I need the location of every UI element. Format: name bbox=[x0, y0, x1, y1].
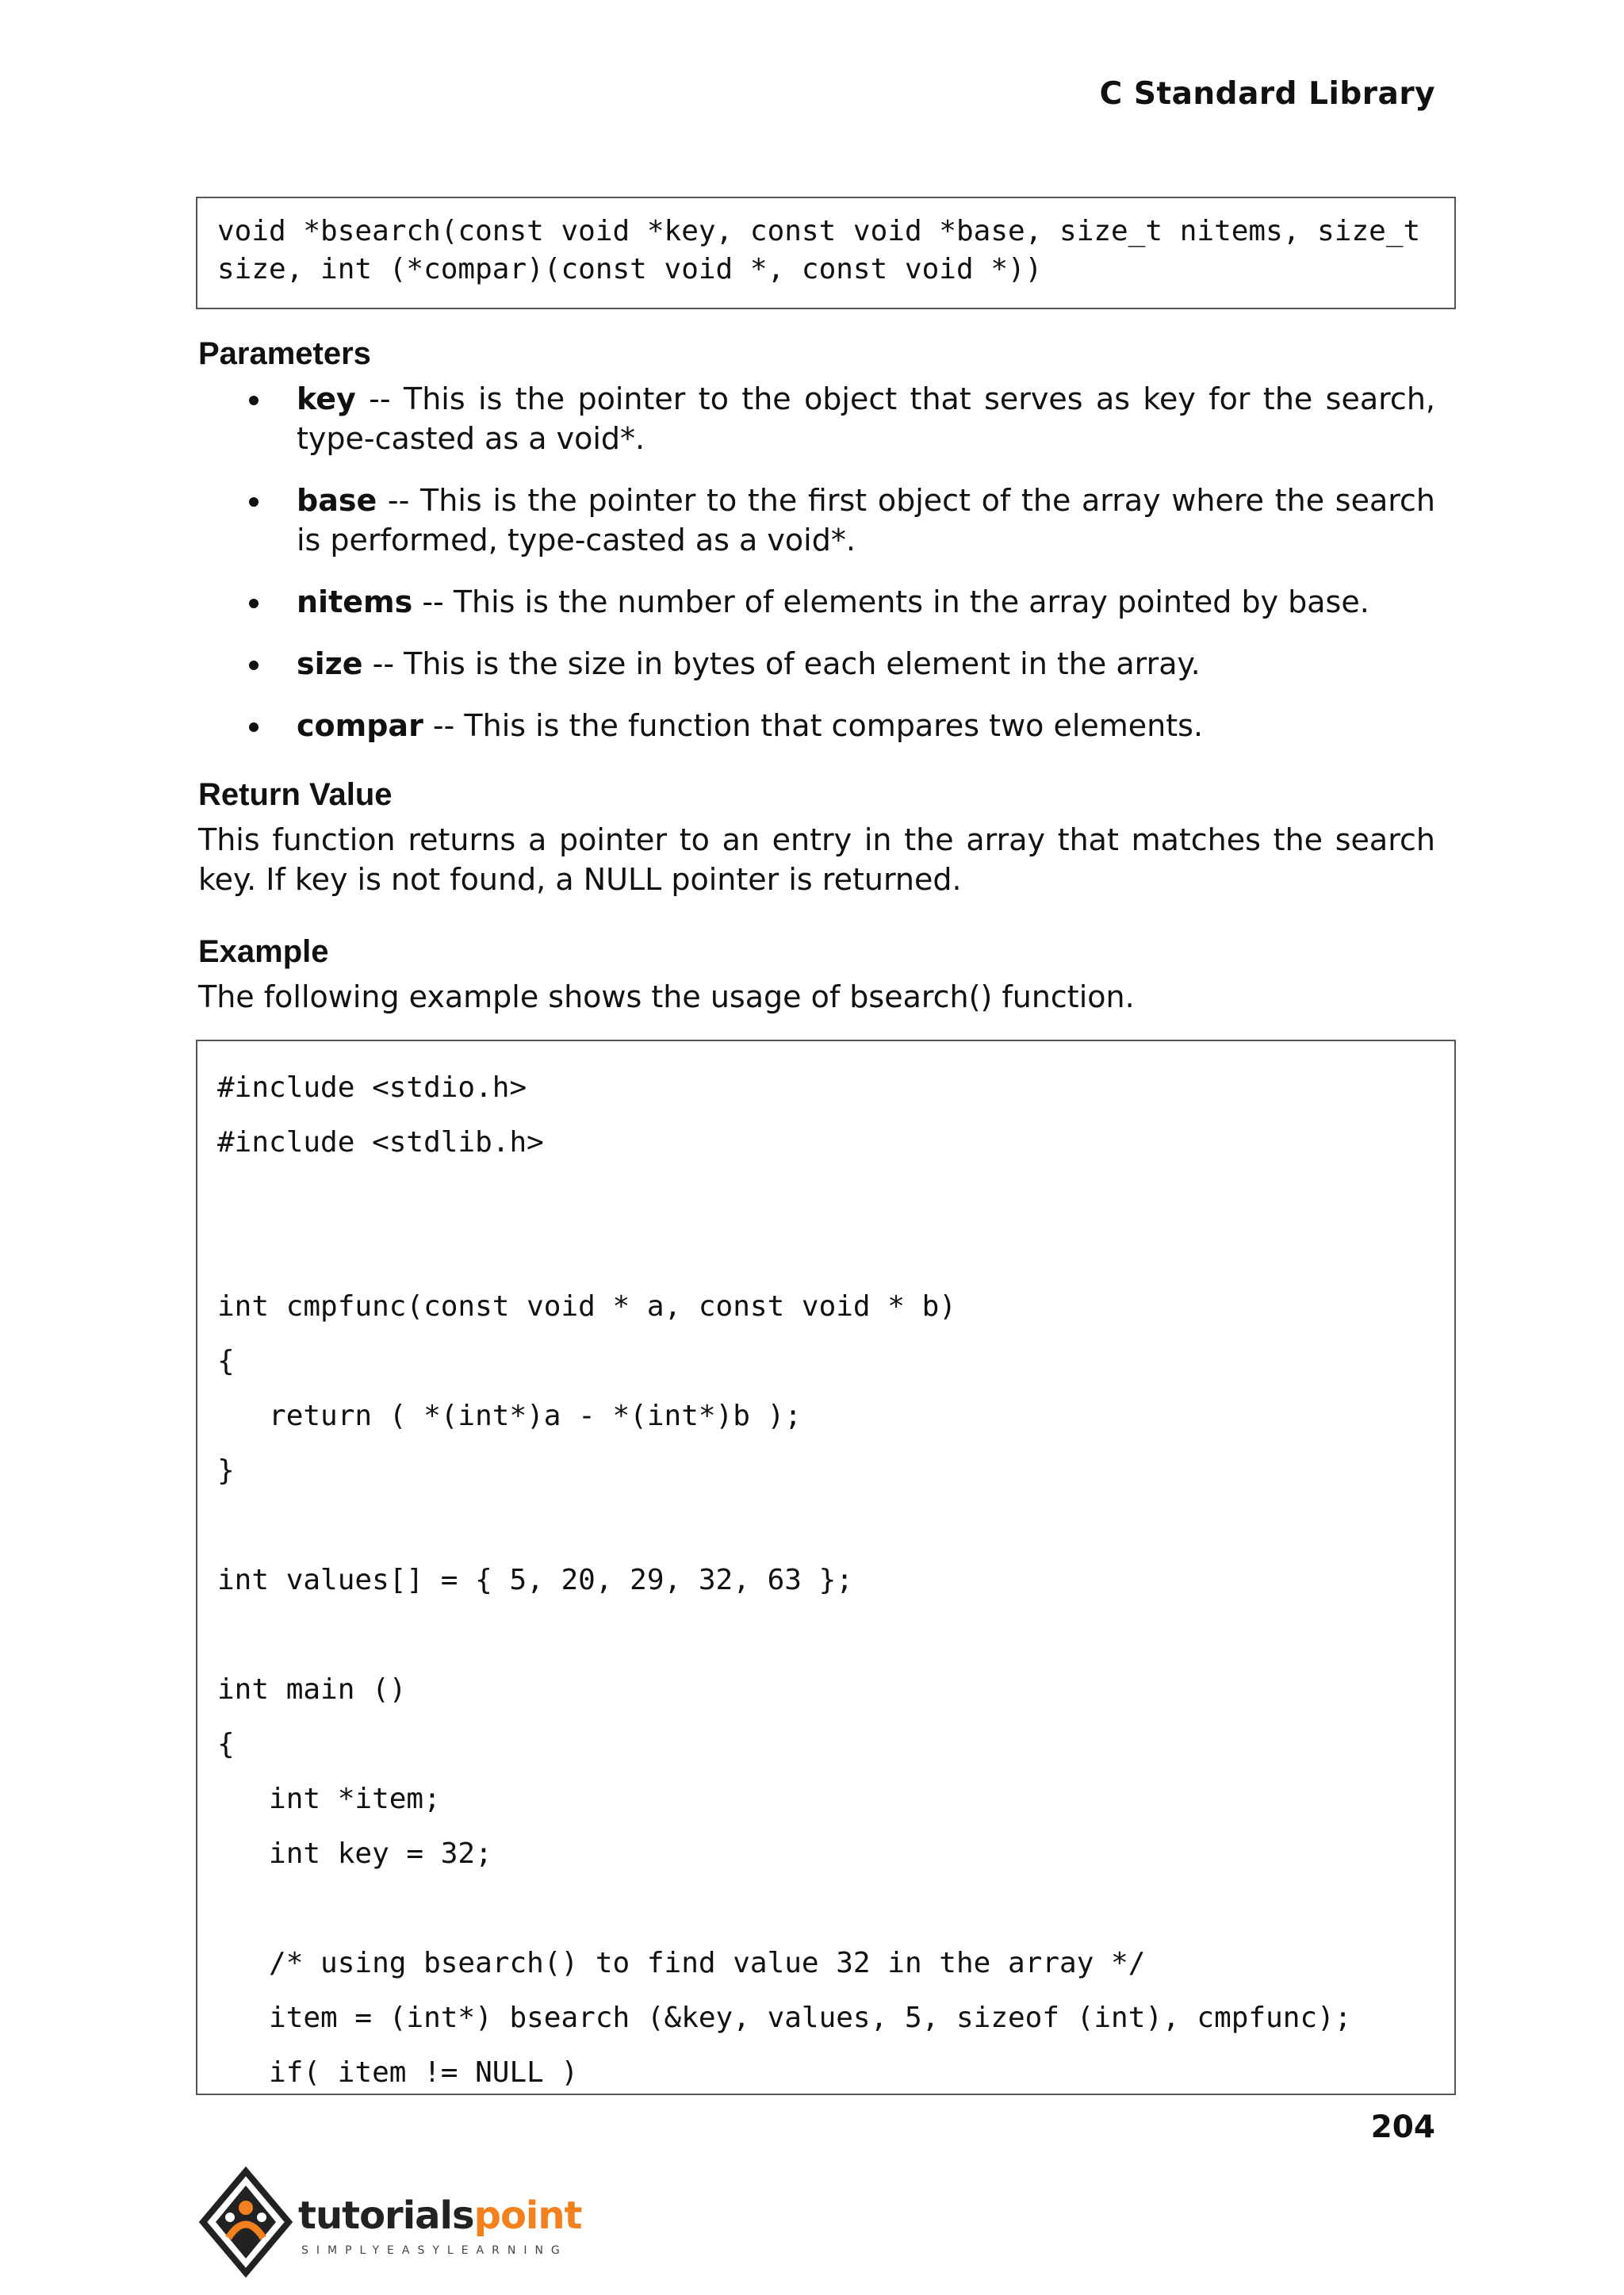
code-line: #include <stdio.h> bbox=[217, 1071, 527, 1104]
parameter-term: size bbox=[297, 646, 363, 681]
parameter-term: base bbox=[297, 483, 377, 518]
parameters-list bbox=[198, 379, 1435, 768]
parameter-term: compar bbox=[297, 708, 423, 743]
parameter-description: -- This is the number of elements in the array pointed by base. bbox=[412, 584, 1369, 619]
parameter-description: -- This is the function that compares two elements. bbox=[423, 708, 1204, 743]
code-line: int key = 32; bbox=[217, 1837, 492, 1870]
code-line: int values[] = { 5, 20, 29, 32, 63 }; bbox=[217, 1564, 853, 1596]
logo-wordmark bbox=[298, 2193, 581, 2238]
code-line: /* using bsearch() to find value 32 in the array */ bbox=[217, 1947, 1146, 1979]
logo-emblem-icon bbox=[197, 2165, 300, 2284]
tutorialspoint-logo bbox=[197, 2165, 582, 2284]
parameter-description: -- This is the pointer to the object that serves as key for the search, type-casted as a void*. bbox=[297, 381, 1435, 456]
parameter-item bbox=[198, 582, 1435, 622]
code-line: { bbox=[217, 1345, 235, 1377]
parameter-item bbox=[198, 706, 1435, 745]
logo-word-tutorials: tutorials bbox=[298, 2193, 474, 2238]
logo-word-point: point bbox=[473, 2193, 582, 2238]
parameter-item bbox=[198, 644, 1435, 684]
signature-line: void *bsearch(const void *key, const void *base, size_t nitems, size_t bbox=[217, 215, 1421, 247]
bullet-icon bbox=[249, 722, 259, 732]
example-intro: The following example shows the usage of bsearch() function. bbox=[198, 979, 1135, 1014]
parameter-item bbox=[198, 481, 1435, 560]
return-value-text: This function returns a pointer to an entry in the array that matches the search key. If key is not found, a NULL pointer is returned. bbox=[198, 822, 1435, 897]
code-line: int *item; bbox=[217, 1783, 441, 1815]
bullet-icon bbox=[249, 396, 259, 405]
parameter-term: nitems bbox=[297, 584, 413, 619]
code-line bbox=[217, 1607, 1434, 1662]
parameters-heading: Parameters bbox=[198, 336, 371, 371]
code-line bbox=[217, 1224, 1434, 1279]
example-code-block bbox=[196, 1040, 1456, 2095]
bullet-icon bbox=[249, 497, 259, 507]
function-signature-block bbox=[196, 197, 1456, 309]
code-line: int main () bbox=[217, 1673, 407, 1706]
parameter-description: -- This is the pointer to the first object of the array where the search is performed, type-casted as a void*. bbox=[297, 483, 1435, 557]
code-line: if( item != NULL ) bbox=[217, 2056, 579, 2089]
signature-line: size, int (*compar)(const void *, const void *)) bbox=[217, 253, 1043, 285]
parameter-description: -- This is the size in bytes of each element in the array. bbox=[362, 646, 1201, 681]
code-line: { bbox=[217, 1728, 235, 1761]
code-line: #include <stdlib.h> bbox=[217, 1126, 544, 1159]
return-value-heading: Return Value bbox=[198, 777, 393, 812]
code-line: item = (int*) bsearch (&key, values, 5, sizeof (int), cmpfunc); bbox=[217, 2002, 1352, 2034]
bullet-icon bbox=[249, 661, 259, 670]
code-line bbox=[217, 1498, 1434, 1553]
logo-tagline: SIMPLYEASYLEARNING bbox=[301, 2244, 568, 2257]
example-heading: Example bbox=[198, 934, 329, 969]
code-line bbox=[217, 1881, 1434, 1936]
code-line bbox=[217, 1170, 1434, 1224]
parameter-term: key bbox=[297, 381, 356, 416]
code-line: int cmpfunc(const void * a, const void * b) bbox=[217, 1290, 956, 1323]
code-line: return ( *(int*)a - *(int*)b ); bbox=[217, 1400, 802, 1432]
page-header-title: C Standard Library bbox=[1099, 76, 1435, 112]
parameter-item bbox=[198, 379, 1435, 458]
page-number: 204 bbox=[1370, 2109, 1435, 2145]
bullet-icon bbox=[249, 599, 259, 608]
code-line: } bbox=[217, 1454, 235, 1487]
